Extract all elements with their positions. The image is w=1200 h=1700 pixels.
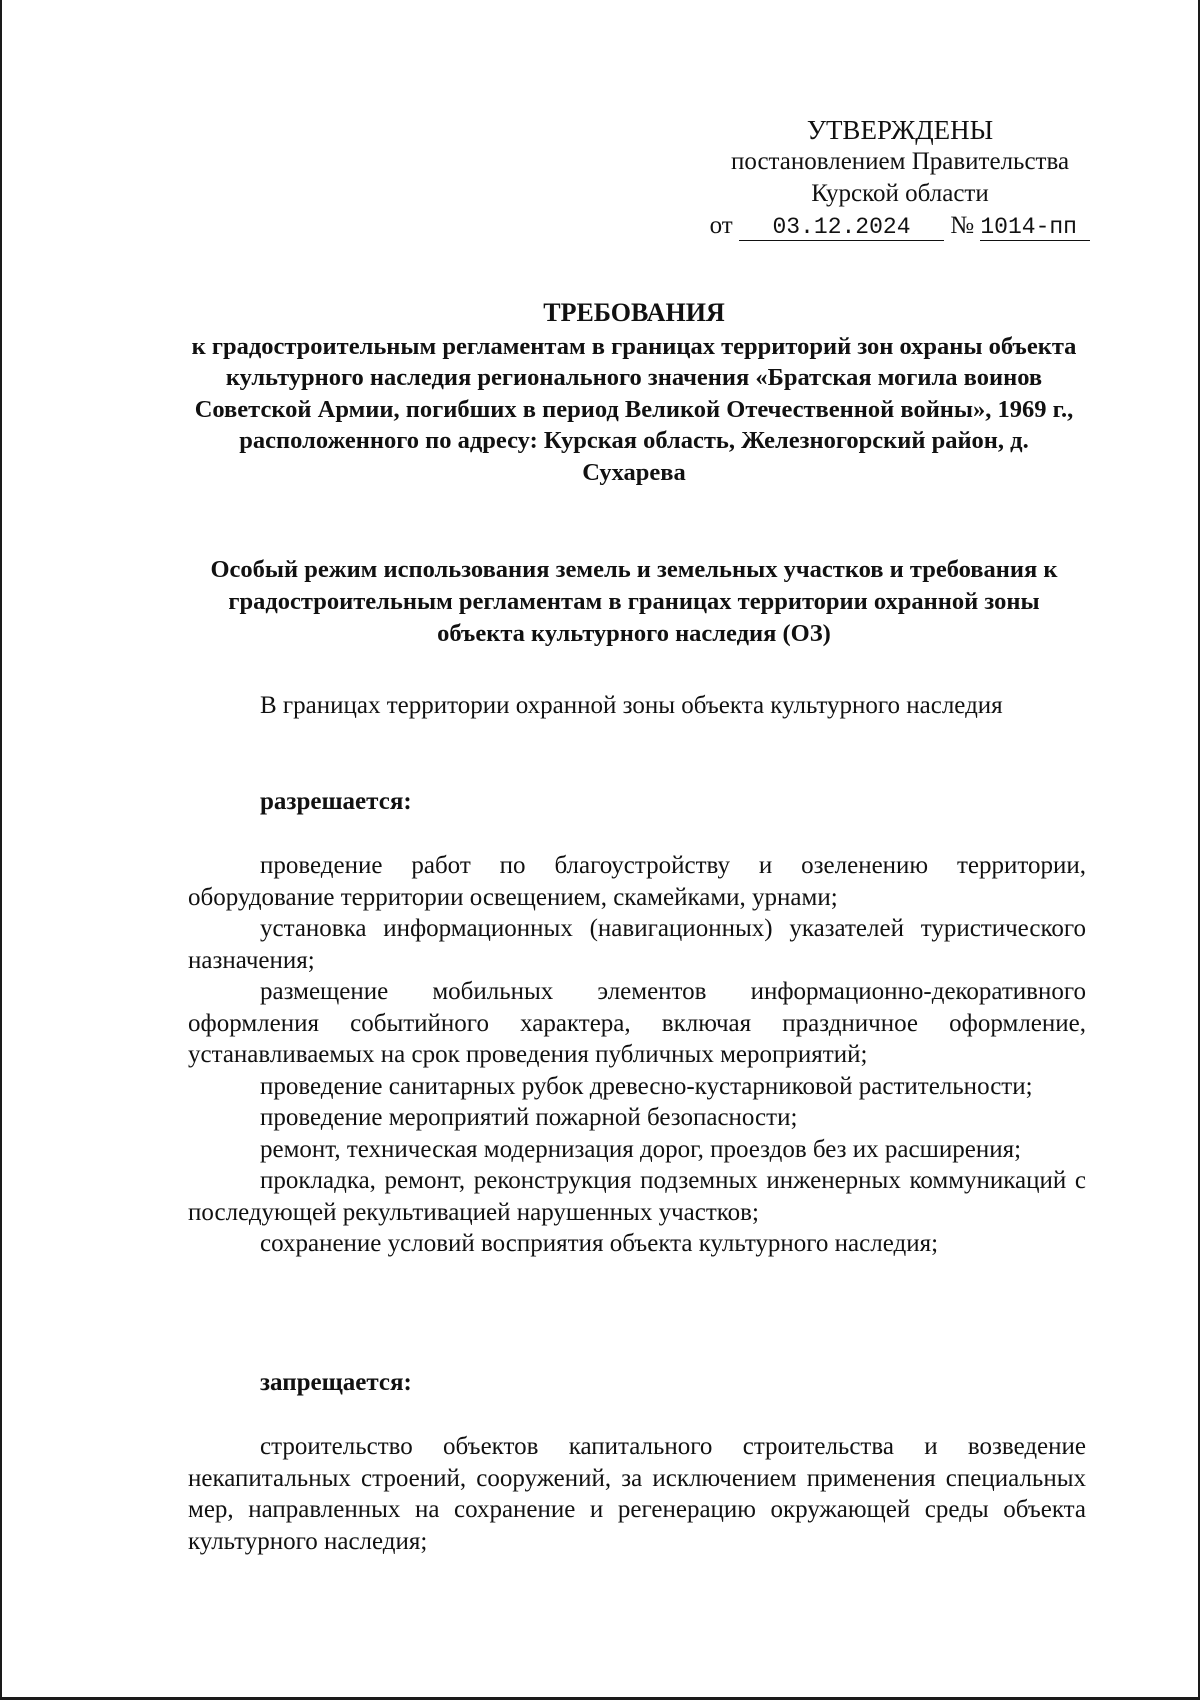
- list-item: установка информационных (навигационных) указателей туристического назначения;: [188, 915, 1086, 974]
- date-number-line: [700, 210, 1100, 242]
- number-label: №: [950, 212, 975, 239]
- list-item: строительство объектов капитального строительства и возведение некапитальных строений, сооружений, за исключением применения специальных мер, направленных на сохранение и регенерацию окружающей среды объекта культурного наследия;: [188, 1433, 1086, 1555]
- intro-paragraph: [188, 690, 1086, 722]
- list-item: проведение работ по благоустройству и озеленению территории, оборудование территории освещением, скамейками, урнами;: [188, 852, 1086, 911]
- decree-line: постановлением Правительства: [730, 148, 1070, 175]
- decree-number: 1014-пп: [980, 214, 1090, 241]
- document-title: [188, 297, 1080, 488]
- intro-text: В границах территории охранной зоны объекта культурного наследия: [260, 692, 1003, 719]
- approval-stamp: [700, 114, 1100, 242]
- list-item: прокладка, ремонт, реконструкция подземных инженерных коммуникаций с последующей рекультивацией нарушенных участков;: [188, 1167, 1086, 1226]
- region-line: Курской области: [811, 180, 989, 207]
- approved-heading: УТВЕРЖДЕНЫ: [806, 115, 994, 145]
- list-item: размещение мобильных элементов информационно-декоративного оформления событийного характера, включая праздничное оформление, устанавливаемых на срок проведения публичных мероприятий;: [188, 978, 1086, 1068]
- list-item: проведение мероприятий пожарной безопасности;: [260, 1104, 798, 1131]
- list-item: проведение санитарных рубок древесно-кустарниковой растительности;: [260, 1072, 1033, 1100]
- allowed-label: разрешается:: [260, 788, 412, 815]
- allowed-list: [188, 850, 1086, 1260]
- title-main: ТРЕБОВАНИЯ: [543, 298, 725, 327]
- from-label: от: [709, 212, 733, 239]
- title-subtitle: к градостроительным регламентам в границах территорий зон охраны объекта культурного наследия регионального значения «Братская могила воинов Советской Армии, погибших в период Великой Отечественной войны», 1969 г., расположенного по адресу: Курская область, Железногорский район, д. Сухарева: [191, 332, 1077, 486]
- list-item: сохранение условий восприятия объекта культурного наследия;: [260, 1230, 939, 1257]
- decree-date: 03.12.2024: [739, 214, 944, 241]
- forbidden-list: [188, 1431, 1086, 1557]
- list-item: ремонт, техническая модернизация дорог, проездов без их расширения;: [260, 1135, 1022, 1163]
- forbidden-label: запрещается:: [260, 1369, 412, 1396]
- section-heading: Особый режим использования земель и земельных участков и требования к градостроительным регламентам в границах территории охранной зоны объекта культурного наследия (ОЗ): [210, 556, 1058, 647]
